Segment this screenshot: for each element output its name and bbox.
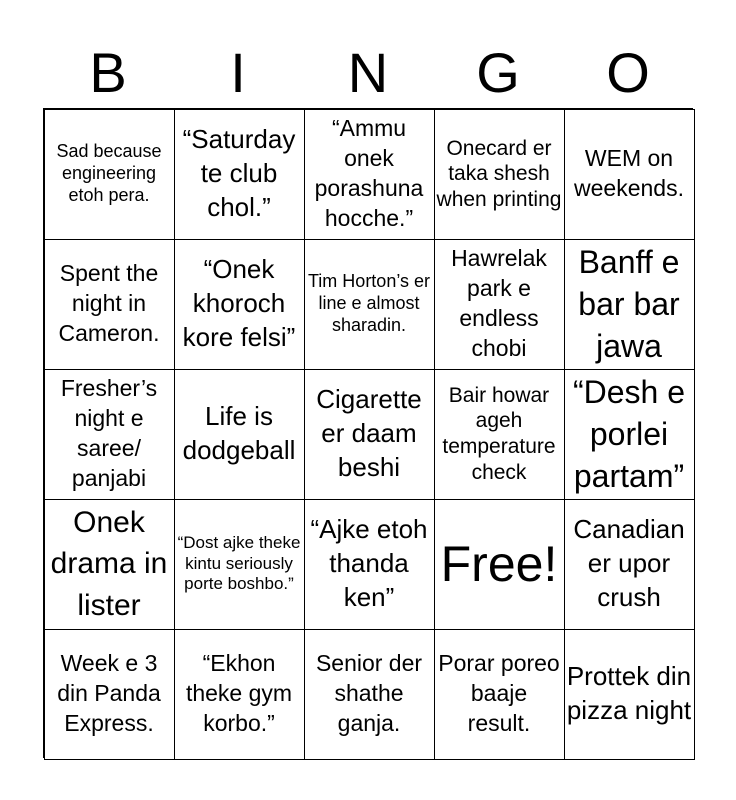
bingo-cell[interactable]: Onek drama in lister xyxy=(44,499,175,630)
bingo-cell[interactable]: “Onek khoroch kore felsi” xyxy=(174,239,305,370)
bingo-cell[interactable]: “Desh e porlei partam” xyxy=(564,369,695,500)
bingo-cell[interactable]: Onecard er taka shesh when printing xyxy=(434,109,565,240)
bingo-cell[interactable]: Fresher’s night e saree/ panjabi xyxy=(44,369,175,500)
bingo-cell[interactable]: “Ajke etoh thanda ken” xyxy=(304,499,435,630)
bingo-cell[interactable]: Sad because engineering etoh pera. xyxy=(44,109,175,240)
bingo-cell[interactable]: Canadian er upor crush xyxy=(564,499,695,630)
bingo-cell[interactable]: Hawrelak park e endless chobi xyxy=(434,239,565,370)
bingo-card-grid xyxy=(43,108,693,758)
bingo-cell[interactable]: “Dost ajke theke kintu seriously porte boshbo.” xyxy=(174,499,305,630)
bingo-cell[interactable]: Banff e bar bar jawa xyxy=(564,239,695,370)
bingo-cell[interactable]: Tim Horton’s er line e almost sharadin. xyxy=(304,239,435,370)
header-letter-i: I xyxy=(230,41,246,104)
bingo-header xyxy=(43,38,693,108)
bingo-cell[interactable]: Senior der shathe ganja. xyxy=(304,629,435,760)
bingo-cell[interactable]: WEM on weekends. xyxy=(564,109,695,240)
bingo-cell[interactable]: Porar poreo baaje result. xyxy=(434,629,565,760)
bingo-cell[interactable]: Cigarette er daam beshi xyxy=(304,369,435,500)
bingo-cell[interactable]: “Ammu onek porashuna hocche.” xyxy=(304,109,435,240)
bingo-cell[interactable]: Prottek din pizza night xyxy=(564,629,695,760)
free-space-cell[interactable]: Free! xyxy=(434,499,565,630)
bingo-cell[interactable]: “Saturday te club chol.” xyxy=(174,109,305,240)
bingo-cell[interactable]: Week e 3 din Panda Express. xyxy=(44,629,175,760)
bingo-cell[interactable]: Spent the night in Cameron. xyxy=(44,239,175,370)
bingo-cell[interactable]: “Ekhon theke gym korbo.” xyxy=(174,629,305,760)
header-letter-b: B xyxy=(89,41,127,104)
header-letter-n: N xyxy=(347,41,389,104)
bingo-cell[interactable]: Bair howar ageh temperature check xyxy=(434,369,565,500)
header-letter-o: O xyxy=(606,41,650,104)
bingo-cell[interactable]: Life is dodgeball xyxy=(174,369,305,500)
header-letter-g: G xyxy=(476,41,520,104)
